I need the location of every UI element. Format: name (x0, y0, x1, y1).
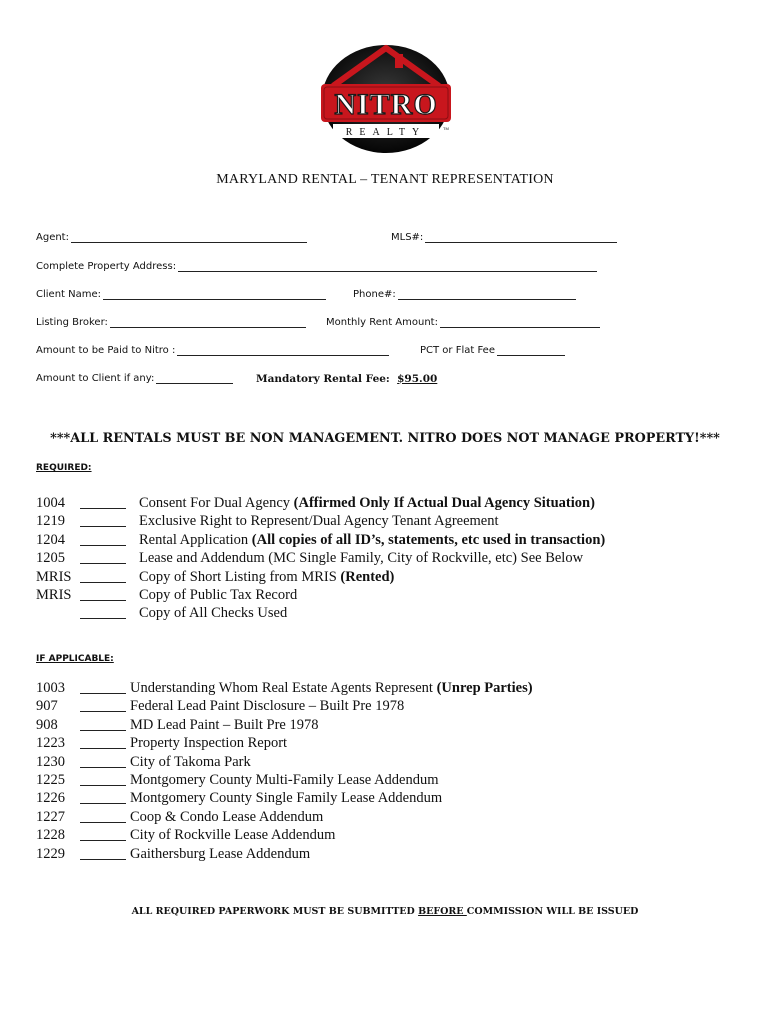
amount-nitro-input[interactable] (177, 346, 389, 356)
footer-text-post: COMMISSION WILL BE ISSUED (466, 906, 639, 917)
listing-broker-input[interactable] (110, 318, 306, 328)
amount-client-field[interactable] (36, 373, 233, 384)
non-management-warning: ***ALL RENTALS MUST BE NON MANAGEMENT. NITRO DOES NOT MANAGE PROPERTY!*** (50, 431, 720, 446)
applicable-item-form-code: 907 (36, 698, 58, 715)
if-applicable-heading: IF APPLICABLE: (36, 654, 114, 664)
agent-field[interactable] (36, 232, 307, 243)
svg-text:NITRO: NITRO (334, 88, 438, 121)
applicable-item-form-code: 1230 (36, 753, 65, 770)
required-item-description: Lease and Addendum (MC Single Family, City of Rockville, etc) See Below (139, 550, 584, 567)
address-input[interactable] (178, 262, 597, 272)
required-item-row (36, 513, 736, 531)
applicable-item-description: City of Rockville Lease Addendum (130, 827, 336, 844)
page-title: MARYLAND RENTAL – TENANT REPRESENTATION (216, 172, 554, 187)
applicable-item-row (36, 754, 736, 772)
applicable-item-checkoff-blank[interactable] (80, 730, 126, 731)
required-item-row (36, 550, 736, 568)
client-name-label: Client Name: (36, 289, 101, 300)
required-item-form-code: 1219 (36, 513, 65, 530)
required-item-row (36, 532, 736, 550)
phone-input[interactable] (398, 290, 576, 300)
applicable-item-form-code: 1227 (36, 808, 65, 825)
required-item-form-code: 1004 (36, 495, 65, 511)
required-item-description: Copy of Public Tax Record (139, 587, 298, 603)
required-item-form-code: 1204 (36, 531, 65, 548)
applicable-item-checkoff-blank[interactable] (80, 748, 126, 749)
applicable-item-checkoff-blank[interactable] (80, 693, 126, 694)
amount-nitro-label: Amount to be Paid to Nitro : (36, 345, 176, 356)
mandatory-fee-value: $95.00 (397, 373, 438, 385)
listing-broker-label: Listing Broker: (36, 317, 108, 328)
applicable-item-form-code: 1226 (36, 790, 65, 807)
monthly-rent-input[interactable] (440, 318, 600, 328)
required-item-checkoff-blank[interactable] (80, 526, 126, 527)
monthly-rent-field[interactable] (326, 317, 600, 328)
nitro-realty-logo (313, 40, 459, 154)
required-item-description: Copy of Short Listing from MRIS (Rented) (139, 568, 395, 585)
applicable-item-form-code: 1223 (36, 735, 65, 752)
applicable-item-checkoff-blank[interactable] (80, 785, 126, 786)
pct-flat-fee-field[interactable] (420, 345, 565, 356)
applicable-item-checkoff-blank[interactable] (80, 803, 126, 804)
required-item-description: Rental Application (All copies of all ID’s, statements, etc used in transaction) (139, 531, 606, 548)
mls-field[interactable] (391, 232, 617, 243)
required-item-form-code: MRIS (36, 587, 72, 603)
mls-label: MLS#: (391, 232, 424, 243)
applicable-item-row (36, 735, 736, 753)
applicable-item-row (36, 680, 736, 698)
applicable-item-description: Montgomery County Single Family Lease Addendum (130, 790, 443, 807)
applicable-item-row (36, 698, 736, 716)
required-item-row (36, 605, 736, 623)
required-item-checkoff-blank[interactable] (80, 618, 126, 619)
footer-text-pre: ALL REQUIRED PAPERWORK MUST BE SUBMITTED (131, 906, 419, 917)
client-name-field[interactable] (36, 289, 326, 300)
mls-input[interactable] (425, 233, 617, 243)
applicable-item-description: Montgomery County Multi-Family Lease Addendum (130, 772, 439, 788)
applicable-item-checkoff-blank[interactable] (80, 767, 126, 768)
amount-nitro-field[interactable] (36, 345, 389, 356)
pct-flat-fee-input[interactable] (497, 346, 565, 356)
pct-flat-fee-label: PCT or Flat Fee (420, 345, 495, 356)
required-item-checkoff-blank[interactable] (80, 600, 126, 601)
applicable-item-row (36, 809, 736, 827)
required-heading: REQUIRED: (36, 463, 92, 473)
required-item-checkoff-blank[interactable] (80, 545, 126, 546)
required-item-description: Consent For Dual Agency (Affirmed Only If Actual Dual Agency Situation) (139, 495, 595, 511)
required-item-description: Exclusive Right to Represent/Dual Agency Tenant Agreement (139, 513, 499, 530)
applicable-item-description: Federal Lead Paint Disclosure – Built Pre 1978 (130, 698, 405, 715)
applicable-item-description: Coop & Condo Lease Addendum (130, 808, 324, 825)
amount-client-input[interactable] (156, 374, 233, 384)
agent-label: Agent: (36, 232, 69, 243)
applicable-item-form-code: 908 (36, 716, 58, 733)
applicable-item-checkoff-blank[interactable] (80, 711, 126, 712)
svg-text:TM: TM (443, 126, 449, 131)
address-label: Complete Property Address: (36, 261, 177, 272)
required-item-form-code: MRIS (36, 568, 72, 585)
required-item-form-code: 1205 (36, 550, 65, 567)
amount-client-label: Amount to Client if any: (36, 373, 155, 384)
applicable-item-form-code: 1228 (36, 827, 65, 844)
applicable-item-checkoff-blank[interactable] (80, 859, 126, 860)
required-item-checkoff-blank[interactable] (80, 582, 126, 583)
agent-input[interactable] (71, 233, 307, 243)
applicable-item-checkoff-blank[interactable] (80, 840, 126, 841)
phone-field[interactable] (353, 289, 576, 300)
applicable-item-description: City of Takoma Park (130, 753, 251, 770)
applicable-item-form-code: 1225 (36, 772, 65, 788)
required-item-checkoff-blank[interactable] (80, 563, 126, 564)
applicable-item-row (36, 827, 736, 845)
applicable-item-row (36, 846, 736, 864)
applicable-item-form-code: 1003 (36, 680, 65, 696)
listing-broker-field[interactable] (36, 317, 306, 328)
required-item-row (36, 587, 736, 605)
required-item-row (36, 569, 736, 587)
applicable-item-row (36, 790, 736, 808)
required-item-checkoff-blank[interactable] (80, 508, 126, 509)
applicable-item-description: MD Lead Paint – Built Pre 1978 (130, 716, 319, 733)
monthly-rent-label: Monthly Rent Amount: (326, 317, 438, 328)
applicable-item-form-code: 1229 (36, 845, 65, 862)
required-item-description: Copy of All Checks Used (139, 605, 288, 622)
footer-notice (0, 906, 770, 917)
required-item-row (36, 495, 736, 513)
applicable-item-checkoff-blank[interactable] (80, 822, 126, 823)
footer-text-before: BEFORE (418, 906, 467, 917)
client-name-input[interactable] (103, 290, 326, 300)
mandatory-fee-label: Mandatory Rental Fee: (256, 373, 390, 385)
applicable-item-description: Property Inspection Report (130, 735, 288, 752)
mandatory-fee (256, 373, 437, 385)
phone-label: Phone#: (353, 289, 396, 300)
applicable-item-description: Understanding Whom Real Estate Agents Represent (Unrep Parties) (130, 680, 533, 696)
applicable-item-row (36, 717, 736, 735)
logo-subtitle: REALTY (345, 127, 427, 138)
applicable-item-description: Gaithersburg Lease Addendum (130, 845, 311, 862)
address-field[interactable] (36, 261, 597, 272)
applicable-item-row (36, 772, 736, 790)
